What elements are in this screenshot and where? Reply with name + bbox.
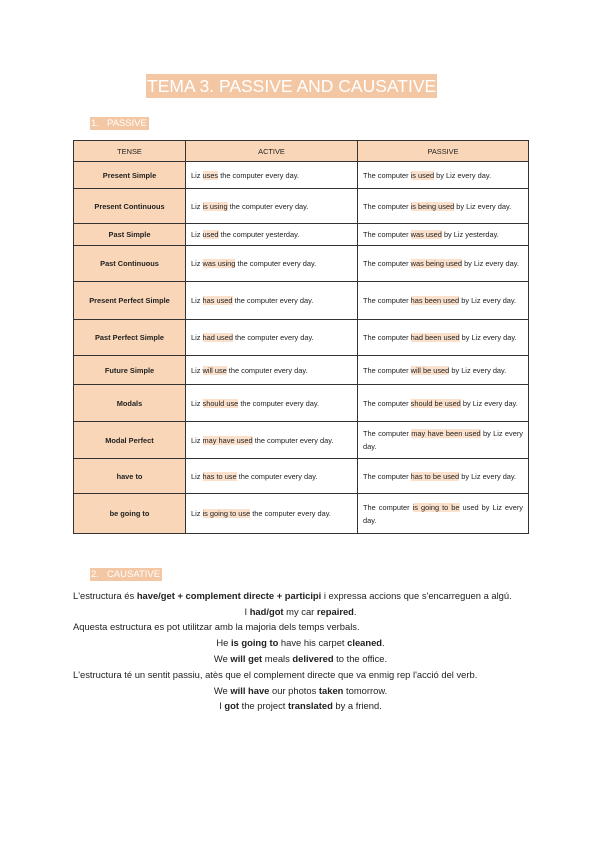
active-cell [186,246,358,282]
verb-highlight: is going to use [202,509,251,518]
table-row [74,422,529,459]
example-text: Liz [191,230,203,239]
example-text: by Liz every day. [459,296,517,305]
example-text: The computer [363,230,411,239]
column-header-passive: PASSIVE [358,141,529,162]
causative-paragraph: Aquesta estructura es pot utilitzar amb la majoria dels temps verbals. [73,621,360,633]
passive-cell [358,422,529,459]
table-row [74,356,529,385]
verb-highlight: is using [202,201,228,211]
example-sentence: We will have our photos taken tomorrow. [213,684,388,696]
passive-cell [358,320,529,356]
example-text: Liz [191,365,203,375]
example-text: The computer [363,365,411,375]
example-text: Liz [191,398,203,408]
passive-cell [358,494,529,534]
example-text: Liz [191,296,203,305]
table-row [74,162,529,189]
column-header-active: ACTIVE [186,141,358,162]
active-cell [186,494,358,534]
example-text: Liz [191,333,203,342]
example-text: the computer every day. [227,201,309,211]
tense-cell: Past Perfect Simple [74,320,186,356]
example-text: The computer [363,259,411,268]
table-header-row [74,141,529,162]
table-row [74,459,529,494]
causative-section [73,569,528,714]
tense-cell: Present Simple [74,162,186,189]
column-header-tense: TENSE [74,141,186,162]
verb-highlight: has to use [202,471,237,481]
passive-cell [358,385,529,422]
example-text: the computer every day. [238,398,320,408]
active-cell [186,459,358,494]
table-row [74,282,529,320]
example-text: The computer [363,429,412,438]
example-text: by Liz every day. [459,333,517,342]
causative-paragraph: L'estructura té un sentit passiu, atès que el complement directe que va enmig rep l'acció del verb. [73,668,478,680]
verb-highlight: should be used [410,398,461,408]
passive-cell [358,224,529,246]
tense-cell: Modal Perfect [74,422,186,459]
table-row [74,246,529,282]
example-text: the computer every day. [226,365,308,375]
verb-highlight: should use [202,398,239,408]
page-title: TEMA 3. PASSIVE AND CAUSATIVE [147,76,437,96]
example-text: Liz [191,201,203,211]
section-number: 2. [91,569,99,580]
example-text: Liz [191,471,203,481]
verb-highlight: will be used [410,365,450,375]
tense-cell: Present Continuous [74,189,186,224]
section-title: CAUSATIVE [106,569,161,580]
example-text: by Liz every day. [363,429,523,451]
active-cell [186,224,358,246]
example-text: the computer every day. [232,296,314,305]
tense-cell: be going to [74,494,186,534]
tense-cell: Future Simple [74,356,186,385]
table-row [74,224,529,246]
example-text: the computer every day. [235,259,317,268]
tense-cell: Past Simple [74,224,186,246]
section-heading-causative [90,568,162,581]
section-number: 1. [91,118,99,129]
intro-structure: have/get + complement directe + participi [136,589,322,601]
verb-highlight: will use [202,365,227,375]
table-row [74,189,529,224]
example-sentence: I got the project translated by a friend. [219,700,382,712]
verb-highlight: was being used [410,259,463,268]
example-text: the computer every day. [250,509,331,518]
active-cell [186,422,358,459]
example-text: Liz [191,170,203,180]
verb-highlight: is going to be [412,502,460,512]
example-text: The computer [363,333,411,342]
section-title: PASSIVE [106,118,147,129]
verb-highlight: may have been used [411,429,481,438]
example-text: The computer [363,296,411,305]
example-text: by Liz every day. [462,259,519,268]
example-text: The computer [363,201,411,211]
passive-cell [358,356,529,385]
example-sentence: I had/got my car repaired. [244,605,357,617]
active-cell [186,162,358,189]
passive-cell [358,162,529,189]
section-heading-passive [90,117,149,130]
passive-cell [358,282,529,320]
example-sentence: He is going to have his carpet cleaned. [216,637,385,649]
verb-highlight: is used [410,170,435,180]
example-text: The computer [363,170,411,180]
verb-highlight: may have used [202,435,253,445]
causative-intro [73,588,528,604]
example-text: by Liz every day. [460,398,518,408]
verb-highlight: used [202,230,219,239]
intro-text: L'estructura és [73,589,137,601]
tense-cell: Present Perfect Simple [74,282,186,320]
table-row [74,494,529,534]
active-cell [186,385,358,422]
example-sentence: We will get meals delivered to the office. [213,652,388,664]
tense-cell: have to [74,459,186,494]
verb-highlight: is being used [410,201,455,211]
verb-highlight: had used [202,333,233,342]
tense-cell: Modals [74,385,186,422]
example-text: the computer every day. [218,170,299,180]
passive-cell [358,246,529,282]
example-text: the computer every day. [252,435,334,445]
example-text: used by Liz every day. [363,502,523,525]
example-text: the computer every day. [232,333,314,342]
passive-table [73,140,529,534]
verb-highlight: uses [202,170,219,180]
verb-highlight: has used [202,296,233,305]
verb-highlight: was used [410,230,442,239]
verb-highlight: has to be used [410,471,460,481]
example-text: by Liz every day. [454,201,512,211]
verb-highlight: was using [202,259,236,268]
verb-highlight: had been used [410,333,460,342]
table-row [74,320,529,356]
example-text: The computer [363,398,411,408]
passive-cell [358,459,529,494]
example-text: by Liz yesterday. [441,230,499,239]
active-cell [186,320,358,356]
example-text: the computer yesterday. [218,230,300,239]
tense-cell: Past Continuous [74,246,186,282]
example-text: The computer [363,502,413,512]
example-text: the computer every day. [236,471,318,481]
example-text: by Liz every day. [459,471,517,481]
active-cell [186,282,358,320]
example-text: Liz [191,509,203,518]
example-text: Liz [191,435,203,445]
example-text: by Liz every day. [449,365,507,375]
example-text: The computer [363,471,411,481]
example-text: by Liz every day. [434,170,492,180]
intro-text: i expressa accions que s'encarreguen a algú. [321,589,512,601]
active-cell [186,189,358,224]
active-cell [186,356,358,385]
table-row [74,385,529,422]
example-text: Liz [191,259,203,268]
passive-cell [358,189,529,224]
verb-highlight: has been used [410,296,460,305]
